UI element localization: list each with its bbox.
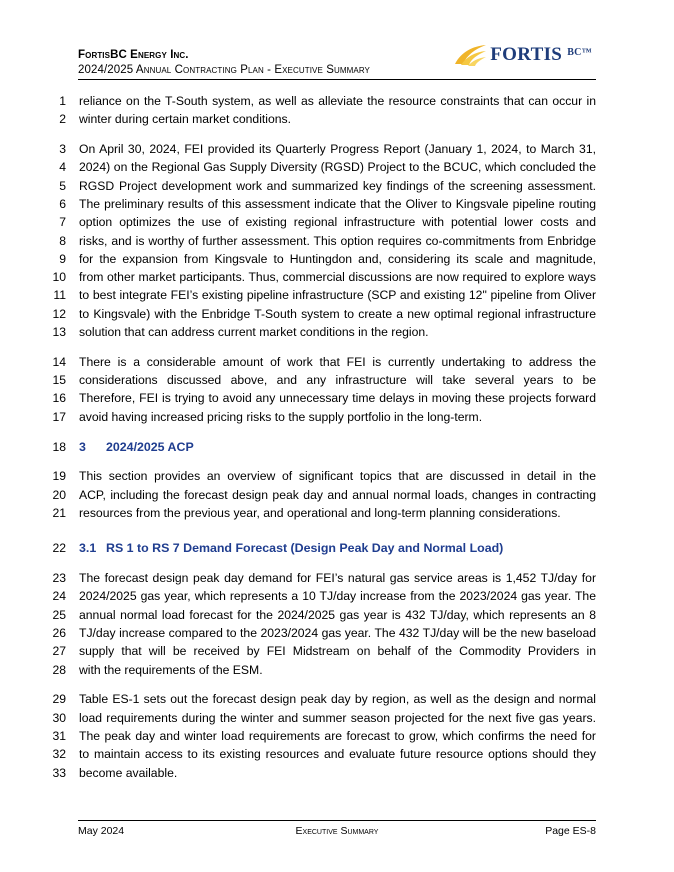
line-number: 5 [59, 178, 66, 193]
section-heading [52, 438, 596, 456]
line-text: supply that will be received by FEI Midstream on behalf of the Commodity Providers in [79, 644, 596, 659]
line-text: The preliminary results of this assessment indicate that the Oliver to Kingsvale pipeline routing [79, 196, 596, 211]
paragraph-gap [52, 456, 596, 468]
page-header [78, 40, 596, 80]
company-name: FortisBC Energy Inc. [78, 49, 189, 61]
line-text: TJ/day increase compared to the 2023/2024 gas year. The 432 TJ/day will be the new baseload [79, 625, 596, 640]
line-number: 30 [52, 710, 66, 725]
line-text: reliance on the T-South system, as well as alleviate the resource constraints that can occur in [79, 94, 596, 108]
text-line [52, 305, 596, 323]
line-number: 19 [52, 469, 66, 484]
text-line [52, 486, 596, 504]
line-number: 1 [59, 94, 66, 108]
line-number: 20 [52, 487, 66, 502]
footer-date: May 2024 [78, 825, 125, 837]
heading-title: RS 1 to RS 7 Demand Forecast (Design Peak Day and Normal Load) [106, 541, 504, 556]
text-line [52, 213, 596, 231]
document-title: 2024/2025 Annual Contracting Plan - Executive Summary [78, 64, 370, 76]
text-line [52, 250, 596, 268]
text-line [52, 323, 596, 341]
line-text: RGSD Project development work and summarized key findings of the screening assessment. [79, 178, 596, 193]
line-number: 7 [59, 215, 66, 230]
text-line [52, 92, 596, 110]
text-line [52, 177, 596, 195]
line-text: This section provides an overview of significant topics that are discussed in detail in the [79, 469, 596, 484]
text-line [52, 661, 596, 679]
line-number: 28 [52, 662, 66, 677]
line-text: to Kingsvale) with the Enbridge T-South system to create a new optimal regional infrastructure [79, 306, 596, 321]
heading-number: 3 [79, 439, 86, 454]
line-number: 23 [52, 571, 66, 586]
line-text: avoid having increased pricing risks to the supply portfolio in the long-term. [79, 409, 483, 424]
paragraph-gap [52, 129, 596, 141]
paragraph-gap [52, 558, 596, 570]
line-text: option optimizes the use of existing regional infrastructure with potential lower costs and [79, 215, 596, 230]
line-number: 10 [52, 270, 66, 285]
line-text: for the expansion from Kingsvale to Huntingdon and, considering its scale and magnitude, [79, 251, 596, 266]
heading-text [79, 438, 596, 456]
header-rule [78, 79, 596, 80]
document-body [52, 92, 596, 782]
line-text: annual normal load forecast for the 2024/2025 gas year is 432 TJ/day, which represents an 8 [79, 607, 596, 622]
footer-page-number: Page ES-8 [545, 825, 596, 837]
line-number: 24 [52, 589, 66, 604]
text-line [52, 195, 596, 213]
line-text: with the requirements of the ESM. [79, 662, 263, 677]
line-number: 8 [59, 233, 66, 248]
line-text: from other market participants. Thus, commercial discussions are now required to explore ways [79, 270, 596, 285]
section-heading [52, 539, 596, 557]
line-text: load requirements during the winter and summer season projected for the next five gas years. [79, 710, 596, 725]
text-line [52, 268, 596, 286]
text-line [52, 389, 596, 407]
text-line [52, 587, 596, 605]
line-text: to maintain access to its existing resources and evaluate future resource options should they [79, 747, 596, 762]
line-number: 15 [52, 373, 66, 388]
line-text: Table ES-1 sets out the forecast design peak day by region, as well as the design and normal [79, 692, 596, 707]
logo-wordmark: FORTIS $^{BC™}$ [490, 44, 592, 65]
text-line [52, 624, 596, 642]
line-number: 22 [52, 541, 66, 556]
line-text: become available. [79, 765, 178, 780]
paragraph-gap [52, 522, 596, 539]
line-number: 13 [52, 325, 66, 340]
line-text: The forecast design peak day demand for FEI’s natural gas service areas is 1,452 TJ/day for [79, 571, 596, 586]
text-line [52, 353, 596, 371]
line-number: 14 [52, 354, 66, 369]
line-number: 32 [52, 747, 66, 762]
line-text: solution that can address current market conditions in the region. [79, 325, 429, 340]
text-line [52, 709, 596, 727]
line-number: 11 [53, 288, 66, 303]
line-number: 6 [59, 196, 66, 211]
flame-icon [453, 42, 487, 68]
text-line [52, 408, 596, 426]
text-line [52, 110, 596, 128]
line-text: winter during certain market conditions. [79, 112, 292, 127]
text-line [52, 569, 596, 587]
text-line [52, 140, 596, 158]
line-text: Therefore, FEI is trying to avoid any unnecessary time delays in moving these projects forward [79, 391, 596, 406]
text-line [52, 286, 596, 304]
line-number: 16 [52, 391, 66, 406]
line-number: 31 [52, 728, 66, 743]
line-number: 17 [52, 409, 66, 424]
footer-section: Executive Summary [295, 825, 379, 837]
line-number: 3 [59, 142, 66, 157]
heading-title: 2024/2025 ACP [106, 439, 194, 454]
line-number: 21 [52, 505, 66, 520]
line-number: 18 [52, 439, 66, 454]
text-line [52, 232, 596, 250]
heading-text [79, 539, 596, 557]
text-line [52, 690, 596, 708]
text-line [52, 371, 596, 389]
line-text: 2024/2025 gas year, which represents a 10 TJ/day increase from the 2023/2024 gas year. The [79, 589, 596, 604]
text-line [52, 467, 596, 485]
line-number: 33 [52, 765, 66, 780]
line-text: to best integrate FEI’s existing pipeline infrastructure (SCP and existing 12" pipeline from Oliver [79, 288, 596, 303]
line-number: 9 [59, 251, 66, 266]
text-line [52, 158, 596, 176]
line-number: 25 [52, 607, 66, 622]
line-text: risks, and is worthy of further assessment. This option requires co-commitments from Enbridge [79, 233, 596, 248]
text-line [52, 764, 596, 782]
line-text: On April 30, 2024, FEI provided its Quarterly Progress Report (January 1, 2024, to March 31, [79, 142, 596, 157]
line-text: considerations discussed above, and any infrastructure will take several years to be [79, 373, 596, 388]
heading-number: 3.1 [79, 541, 97, 556]
line-text: ACP, including the forecast design peak day and annual normal loads, changes in contracting [79, 487, 596, 502]
text-line [52, 642, 596, 660]
line-text: The peak day and winter load requirements are forecast to grow, which confirms the need for [79, 728, 596, 743]
line-number: 2 [59, 112, 66, 127]
line-number: 27 [52, 644, 66, 659]
line-number: 4 [59, 160, 66, 175]
fortisbc-logo [453, 42, 592, 68]
footer-rule [78, 820, 596, 821]
line-text: resources from the previous year, and operational and long-term planning considerations. [79, 505, 561, 520]
paragraph-gap [52, 426, 596, 438]
line-text: There is a considerable amount of work that FEI is currently undertaking to address the [79, 354, 596, 369]
line-number: 12 [52, 306, 66, 321]
text-line [52, 504, 596, 522]
text-line [52, 745, 596, 763]
text-line [52, 727, 596, 745]
line-number: 29 [52, 692, 66, 707]
line-number: 26 [52, 625, 66, 640]
line-text: 2024) on the Regional Gas Supply Diversity (RGSD) Project to the BCUC, which concluded the [79, 160, 596, 175]
paragraph-gap [52, 679, 596, 691]
text-line [52, 606, 596, 624]
paragraph-gap [52, 341, 596, 353]
